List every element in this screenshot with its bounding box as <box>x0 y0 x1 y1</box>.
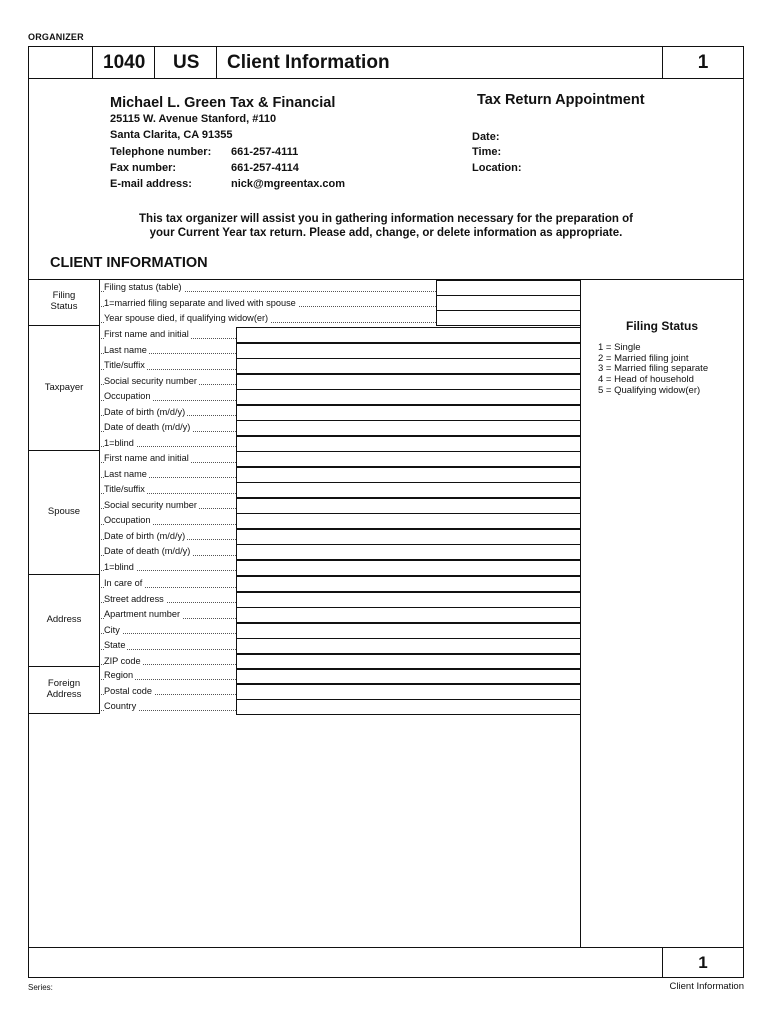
organizer-label: ORGANIZER <box>28 32 84 42</box>
spouse-suffix-input[interactable] <box>236 482 581 498</box>
care-of-input[interactable] <box>236 576 581 592</box>
taxpayer-group-label: Taxpayer <box>44 382 84 393</box>
form-row: In care of <box>101 576 236 592</box>
country-input[interactable] <box>236 699 581 715</box>
spouse-rows <box>101 451 236 575</box>
form-country: US <box>173 52 200 73</box>
taxpayer-last-name-input[interactable] <box>236 343 581 359</box>
spouse-dob-input[interactable] <box>236 529 581 545</box>
appointment-time-label: Time: <box>472 146 502 158</box>
spouse-first-name-input[interactable] <box>236 451 581 467</box>
form-row: Date of birth (m/d/y) <box>101 529 236 545</box>
legend-item: 4 = Head of household <box>598 374 694 386</box>
form-row: ZIP code <box>101 654 236 670</box>
legend-item: 5 = Qualifying widow(er) <box>598 384 701 396</box>
address-inputs <box>236 576 581 669</box>
foreign-address-group <box>28 667 100 714</box>
taxpayer-inputs <box>236 327 581 451</box>
legend-item: 1 = Single <box>598 342 641 353</box>
taxpayer-occupation-input[interactable] <box>236 389 581 405</box>
page-title: Client Information <box>227 52 390 73</box>
spouse-dod-input[interactable] <box>236 544 581 560</box>
form-row: Date of birth (m/d/y) <box>101 405 236 421</box>
spouse-last-name-input[interactable] <box>236 467 581 483</box>
form-row: Social security number <box>101 498 236 514</box>
form-row: Occupation <box>101 389 236 405</box>
footer-form-name: Client Information <box>669 981 744 992</box>
form-row: Date of death (m/d/y) <box>101 420 236 436</box>
foreign-address-rows <box>101 668 236 715</box>
spouse-inputs <box>236 451 581 575</box>
footer-divider <box>28 947 744 948</box>
email-label: E-mail address: <box>110 178 192 190</box>
spouse-group <box>28 451 100 575</box>
appointment-location-label: Location: <box>472 162 522 174</box>
state-input[interactable] <box>236 638 581 654</box>
filing-status-group <box>28 279 100 326</box>
header-separator <box>92 46 93 79</box>
form-row: Year spouse died, if qualifying widow(er) <box>101 311 436 327</box>
spouse-died-year-input[interactable] <box>436 310 581 326</box>
form-number: 1040 <box>103 52 146 73</box>
form-row: Country <box>101 699 236 715</box>
email-value: nick@mgreentax.com <box>231 178 346 190</box>
taxpayer-suffix-input[interactable] <box>236 358 581 374</box>
form-row: 1=blind <box>101 436 236 452</box>
section-title: CLIENT INFORMATION <box>50 255 208 271</box>
form-row: State <box>101 638 236 654</box>
taxpayer-group <box>28 326 100 451</box>
street-address-input[interactable] <box>236 592 581 608</box>
legend-item: 2 = Married filing joint <box>598 352 689 364</box>
taxpayer-dob-input[interactable] <box>236 405 581 421</box>
fax-value: 661-257-4114 <box>231 162 299 174</box>
form-row: Region <box>101 668 236 684</box>
form-row: 1=blind <box>101 560 236 576</box>
filing-status-input[interactable] <box>436 280 581 296</box>
form-row: Social security number <box>101 374 236 390</box>
spouse-blind-input[interactable] <box>236 560 581 576</box>
address-group <box>28 575 100 667</box>
spouse-group-label: Spouse <box>47 506 81 517</box>
intro-line-2: your Current Year tax return. Please add, change, or delete information as appropriate. <box>149 227 623 239</box>
header-separator <box>216 46 217 79</box>
page-number: 1 <box>697 52 709 73</box>
phone-label: Telephone number: <box>110 146 212 158</box>
postal-code-input[interactable] <box>236 684 581 700</box>
foreign-address-inputs <box>236 668 581 715</box>
apartment-number-input[interactable] <box>236 607 581 623</box>
city-input[interactable] <box>236 623 581 639</box>
taxpayer-dod-input[interactable] <box>236 420 581 436</box>
filing-status-rows <box>101 280 436 327</box>
form-row: City <box>101 623 236 639</box>
filing-status-legend-title: Filing Status <box>626 319 698 333</box>
appointment-title: Tax Return Appointment <box>477 92 645 108</box>
address-group-label: Address <box>46 614 82 625</box>
taxpayer-blind-input[interactable] <box>236 436 581 452</box>
form-row: Last name <box>101 343 236 359</box>
taxpayer-ssn-input[interactable] <box>236 374 581 390</box>
form-row: Last name <box>101 467 236 483</box>
firm-name: Michael L. Green Tax & Financial <box>110 95 336 111</box>
footer-series-label: Series: <box>28 983 53 992</box>
firm-address-line1: 25115 W. Avenue Stanford, #110 <box>110 113 277 125</box>
foreign-address-group-label: Foreign Address <box>46 678 82 700</box>
footer-page-number: 1 <box>698 953 708 972</box>
address-rows <box>101 576 236 669</box>
taxpayer-first-name-input[interactable] <box>236 327 581 343</box>
phone-value: 661-257-4111 <box>231 146 299 158</box>
form-row: Date of death (m/d/y) <box>101 544 236 560</box>
intro-line-1: This tax organizer will assist you in gathering information necessary for the preparation of <box>139 213 633 225</box>
form-row: Title/suffix <box>101 482 236 498</box>
form-row: Street address <box>101 592 236 608</box>
form-row: Apartment number <box>101 607 236 623</box>
header-divider <box>28 78 744 79</box>
region-input[interactable] <box>236 668 581 684</box>
header-separator <box>154 46 155 79</box>
spouse-occupation-input[interactable] <box>236 513 581 529</box>
form-row: 1=married filing separate and lived with spouse <box>101 296 436 312</box>
appointment-date-label: Date: <box>472 131 500 143</box>
form-row: First name and initial <box>101 327 236 343</box>
fax-label: Fax number: <box>110 162 177 174</box>
firm-address-line2: Santa Clarita, CA 91355 <box>110 129 233 141</box>
married-separate-input[interactable] <box>436 295 581 311</box>
form-row: Filing status (table) <box>101 280 436 296</box>
form-row: First name and initial <box>101 451 236 467</box>
filing-status-group-label: Filing Status <box>50 290 78 312</box>
form-row: Title/suffix <box>101 358 236 374</box>
legend-item: 3 = Married filing separate <box>598 363 709 375</box>
form-row: Postal code <box>101 684 236 700</box>
spouse-ssn-input[interactable] <box>236 498 581 514</box>
taxpayer-rows <box>101 327 236 451</box>
form-row: Occupation <box>101 513 236 529</box>
